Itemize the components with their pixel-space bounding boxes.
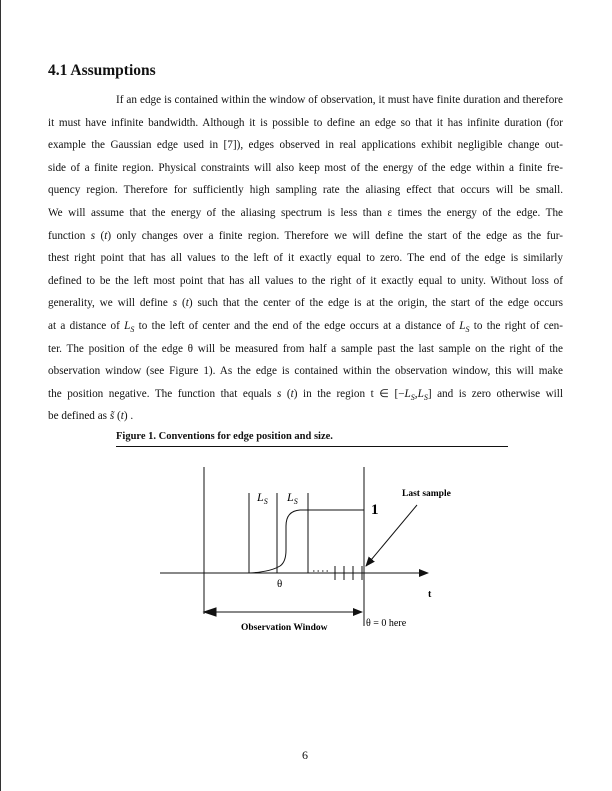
paragraph-line: thest right point that has all values to the left of it exactly equal to zero. The end of the edge is similarly [48, 252, 563, 265]
paragraph-line: We will assume that the energy of the aliasing spectrum is less than ε times the energy of the edge. The [48, 207, 563, 219]
unity-label: 1 [371, 502, 379, 518]
page-number: 6 [302, 748, 308, 762]
observation-window-label: Observation Window [241, 623, 328, 633]
figure-caption: Figure 1. Conventions for edge position and size. [116, 431, 333, 442]
observation-window-arrowhead-left [204, 608, 216, 616]
edge-curve [249, 510, 364, 573]
paragraph-line: function s (t) only changes over a finite region. Therefore we will define the start of the edge as the fur- [48, 229, 563, 242]
paragraph-line: at a distance of $L_S$ to the left of center and the end of the edge occurs at a distance of $L_S$ to the right of cen- [48, 320, 563, 335]
ls-label-right: $L_S$ [287, 490, 298, 506]
paragraph-line: side of a finite region. Physical constraints will also keep most of the energy of the edge within a finite fre- [48, 161, 563, 174]
paragraph-line: be defined as s̃ (t) . [48, 410, 134, 423]
paragraph-line: generality, we will define s (t) such that the center of the edge is at the origin, the start of the edge occurs [48, 297, 563, 310]
ls-label-left: $L_S$ [257, 490, 268, 506]
paragraph-line: quency region. Therefore for sufficiently high sampling rate the aliasing effect that occurs will be small. [48, 184, 563, 197]
paragraph-line: it must have infinite bandwidth. Although it is possible to define an edge so that it has infinite duration (for [48, 116, 563, 129]
theta-label: θ [277, 578, 283, 590]
paragraph-line: example the Gaussian edge used in [7]), edges observed in real applications exhibit negligible change out- [48, 139, 563, 152]
paragraph-line: defined to be the left most point that has all values to the right of it exactly equal to unity. Without loss of [48, 274, 563, 287]
paragraph-line: observation window (see Figure 1). As the edge is contained within the observation window, this will make [48, 365, 563, 378]
t-axis-label: t [428, 589, 432, 600]
theta-zero-label: θ = 0 here [366, 618, 407, 629]
last-sample-label: Last sample [402, 489, 451, 499]
paragraph-line: ter. The position of the edge θ will be measured from half a sample past the last sample on the right of the [48, 342, 563, 355]
paragraph-line: the position negative. The function that equals s (t) in the region t ∈ $[-L_S,L_S]$ and is zero otherwise will [48, 387, 563, 403]
section-heading: 4.1 Assumptions [48, 62, 156, 79]
paragraph-line: If an edge is contained within the window of observation, it must have finite duration and therefore [116, 94, 563, 106]
